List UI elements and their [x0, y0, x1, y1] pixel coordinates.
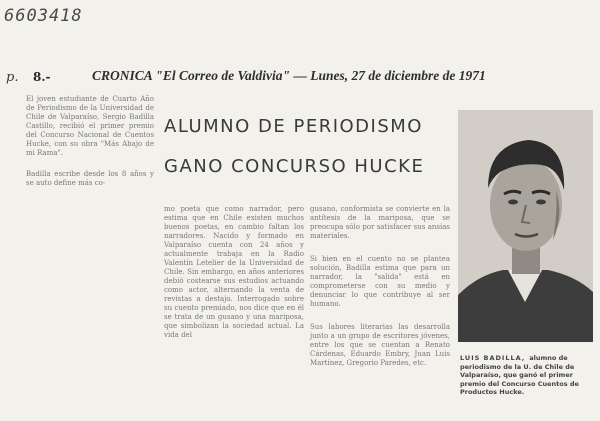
photo-caption [460, 354, 593, 397]
caption-text: alumno de periodismo de la U. de Chile de Valparaíso, que ganó el primer premio del Concurso Cuentos de Productos Hucke. [460, 354, 579, 396]
paragraph: Sus labores literarias las desarrolla junto a un grupo de escritores jóvenes, entre los que se cuentan a Renato Cárdenas, Eduardo Embry, Juan Luis Martínez, Gregorio Paredes, etc. [310, 323, 450, 367]
paragraph: gusano, conformista se convierte en la antítesis de la mariposa, que se preocupa sólo por satisfacer sus ansias materiales. [310, 205, 450, 240]
paragraph: Badilla escribe desde los 8 años y se auto define más co- [26, 170, 154, 187]
headline-line-1: ALUMNO DE PERIODISMO [164, 116, 423, 137]
article-column-3 [310, 205, 450, 382]
page-number: 8.- [33, 70, 51, 84]
page-mark: p. [6, 70, 19, 85]
article-column-1 [26, 95, 154, 200]
headline-line-2: GANO CONCURSO HUCKE [164, 156, 425, 177]
paragraph: Si bien en el cuento no se plantea solución, Badilla estima que para un narrador, la "salida" está en comprometerse con su medio y denunciar lo que contribuye al ser humano. [310, 255, 450, 308]
article-column-2 [164, 205, 304, 340]
paragraph: El joven estudiante de Cuarto Año de Periodismo de la Universidad de Chile de Valparaíso, Sergio Badilla Castillo, recibió el primer premio del Concurso Nacional de Cuentos Hucke, con su obra "Más Abajo de mi Rama". [26, 95, 154, 157]
caption-name: LUIS BADILLA, [460, 354, 526, 362]
portrait-image [458, 110, 593, 342]
handwritten-archive-id: 6603418 [4, 6, 83, 26]
dateline: CRONICA "El Correo de Valdivia" — Lunes, 27 de diciembre de 1971 [92, 68, 486, 83]
paragraph: mo poeta que como narrador, pero estima que en Chile existen muchos buenos poetas, en cambio faltan los narradores. Nacido y formado en Valparaíso cuenta con 24 años y actualmente trabaja en la Radio Valentín Letelier de la Universidad de Chile. Sin embargo, en años anteriores debió costearse sus estudios actuando como actor, alternando la venta de revistas a destajo. Interrogado sobre su cuento premiado, nos dice que en él se trata de un gusano y una mariposa, que simbolizan la sociedad actual. La vida del [164, 205, 304, 339]
portrait-photo [458, 110, 593, 342]
